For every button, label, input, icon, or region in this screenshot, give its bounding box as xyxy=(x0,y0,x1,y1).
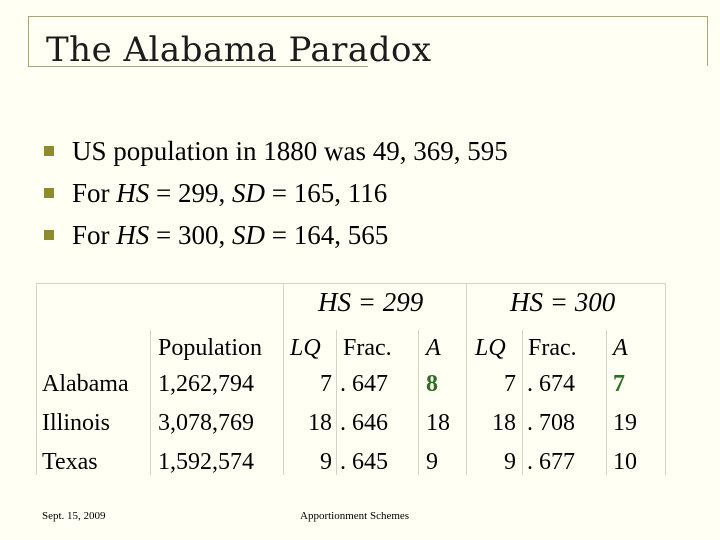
row-lq: 7 xyxy=(320,371,332,397)
table-border xyxy=(665,283,666,475)
column-header-population: Population xyxy=(158,335,263,361)
row-frac: . 645 xyxy=(340,449,388,475)
column-header-a-label: A xyxy=(426,335,441,361)
row-lq: 7 xyxy=(504,371,516,397)
column-header-lq xyxy=(290,334,321,362)
table-border xyxy=(150,330,151,475)
column-header-a xyxy=(613,334,628,362)
variable-hs: HS xyxy=(116,220,150,250)
slide-title: The Alabama Paradox xyxy=(46,30,432,70)
bullet-text: For xyxy=(72,220,117,250)
top-rule xyxy=(28,16,708,17)
group-header-hs299 xyxy=(318,287,423,318)
row-apportionment: 18 xyxy=(426,410,450,436)
row-population: 3,078,769 xyxy=(158,410,254,436)
row-apportionment: 10 xyxy=(613,449,637,475)
variable-sd: SD xyxy=(232,220,265,250)
table-border xyxy=(522,330,523,475)
bullet-text: = 300, xyxy=(149,220,232,250)
row-apportionment-highlight: 8 xyxy=(426,371,438,397)
row-frac: . 674 xyxy=(527,371,575,397)
group-header-label: HS = 299 xyxy=(318,287,424,317)
row-apportionment-highlight: 7 xyxy=(613,371,625,397)
row-frac: . 708 xyxy=(527,410,575,436)
column-header-lq-label: LQ xyxy=(475,335,506,361)
row-state: Illinois xyxy=(42,410,111,436)
square-bullet-icon xyxy=(44,146,54,156)
bullet-text: = 164, 565 xyxy=(265,220,389,250)
footer-subject: Apportionment Schemes xyxy=(300,510,410,522)
row-apportionment: 19 xyxy=(613,410,637,436)
group-header-hs300 xyxy=(510,287,615,318)
row-frac: . 646 xyxy=(340,410,388,436)
table-border xyxy=(466,283,467,475)
row-lq: 9 xyxy=(320,449,332,475)
row-population: 1,592,574 xyxy=(158,449,254,475)
column-header-a xyxy=(426,334,441,362)
footer-date: Sept. 15, 2009 xyxy=(42,510,106,522)
table-border xyxy=(36,283,37,475)
column-header-frac: Frac. xyxy=(528,335,577,361)
bullet-list xyxy=(40,132,508,258)
variable-sd: SD xyxy=(232,178,265,208)
column-header-lq-label: LQ xyxy=(290,335,321,361)
table-border xyxy=(283,283,284,475)
row-population: 1,262,794 xyxy=(158,371,254,397)
bullet-item-hs299 xyxy=(40,174,508,216)
right-rule xyxy=(707,16,708,66)
bullet-item-population xyxy=(40,132,508,174)
left-rule xyxy=(28,16,29,66)
column-header-lq xyxy=(475,334,506,362)
row-lq: 18 xyxy=(308,410,332,436)
row-lq: 9 xyxy=(504,449,516,475)
bullet-text: US population in 1880 was 49, 369, 595 xyxy=(72,136,508,166)
row-apportionment: 9 xyxy=(426,449,438,475)
table-border xyxy=(418,330,419,475)
bullet-item-hs300 xyxy=(40,216,508,258)
column-header-a-label: A xyxy=(613,335,628,361)
square-bullet-icon xyxy=(44,230,54,240)
group-header-label: HS = 300 xyxy=(510,287,616,317)
bullet-text: For xyxy=(72,178,117,208)
column-header-frac: Frac. xyxy=(343,335,392,361)
table-border xyxy=(336,330,337,475)
row-state: Texas xyxy=(42,449,98,475)
row-lq: 18 xyxy=(492,410,516,436)
bullet-text: = 165, 116 xyxy=(265,178,388,208)
table-top-border xyxy=(36,283,666,284)
table-border xyxy=(606,330,607,475)
row-state: Alabama xyxy=(42,371,129,397)
row-frac: . 647 xyxy=(340,371,388,397)
variable-hs: HS xyxy=(116,178,150,208)
row-frac: . 677 xyxy=(527,449,575,475)
bullet-text: = 299, xyxy=(149,178,232,208)
square-bullet-icon xyxy=(44,188,54,198)
